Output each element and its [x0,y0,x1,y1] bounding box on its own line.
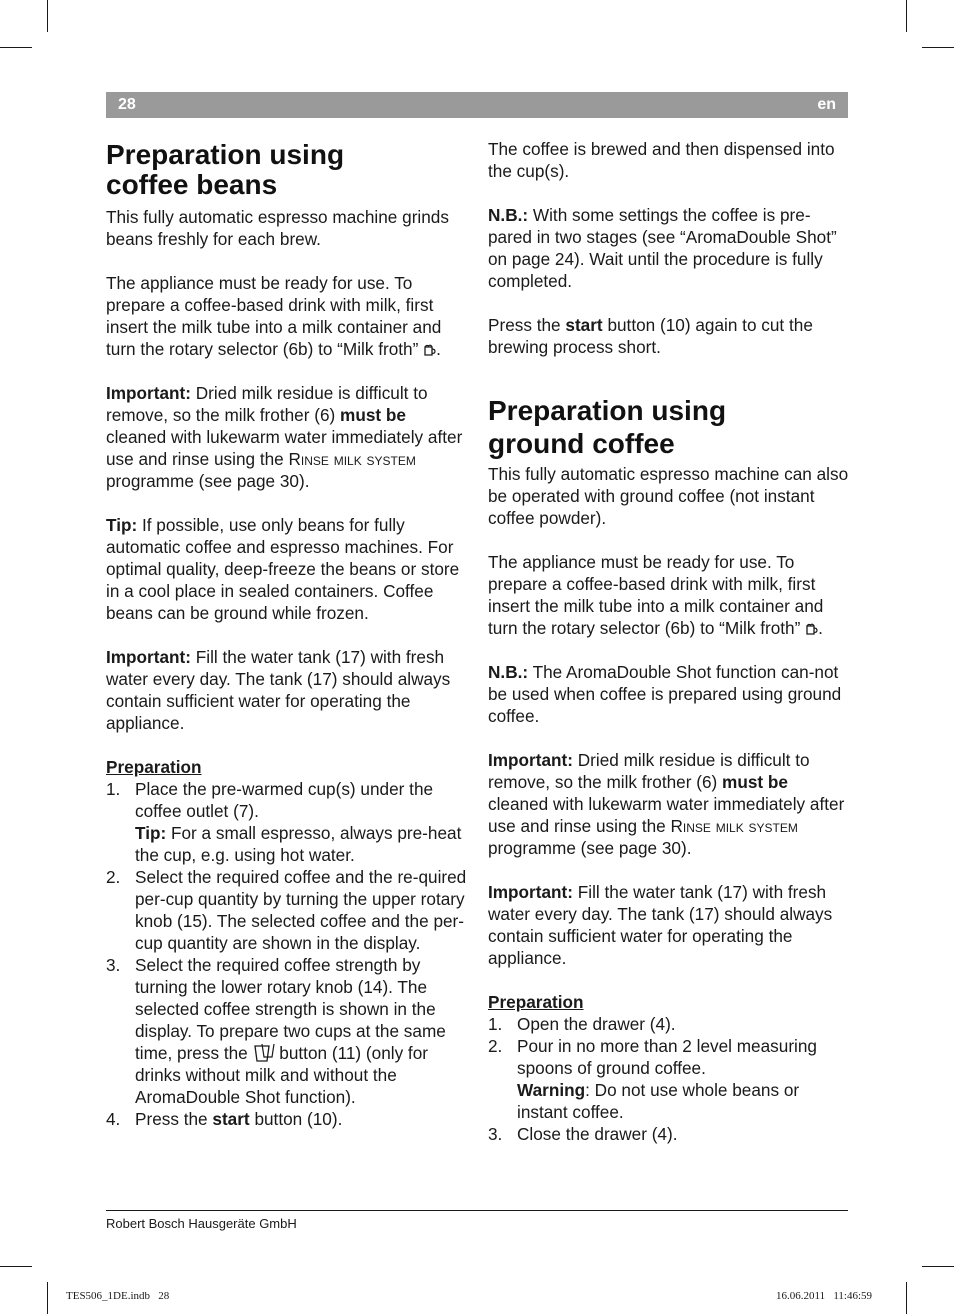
page-header [106,92,848,118]
list-item: 4. Press the start button (10). [106,1109,343,1129]
brewed-paragraph: The coffee is brewed and then dispensed into the cup(s). [488,139,835,181]
list-item: 3. Close the drawer (4). [488,1124,678,1144]
crop-mark [47,1282,48,1314]
ready-ground-paragraph: The appliance must be ready for use. To prepare a coffee-based drink with milk, first insert the milk tube into a milk container and turn the rotary selector (6b) to “Milk froth” . [488,552,824,638]
print-slug-date: 16.06.2011 11:46:59 [776,1290,873,1302]
preparation-ground-steps [488,1013,850,1145]
crop-mark [0,1266,32,1267]
important-milk-paragraph: Important: Dried milk residue is difficult to remove, so the milk frother (6) must be cleaned with lukewarm water immediately after use and rinse using the Rinse milk system programme (see page 30). [106,383,463,491]
important-water-paragraph: Important: Fill the water tank (17) with fresh water every day. The tank (17) should always contain sufficient water for operating the appliance. [106,647,451,733]
intro-paragraph: This fully automatic espresso machine grinds beans freshly for each brew. [106,207,449,249]
list-item: 3. Select the required coffee strength by turning the lower rotary knob (14). The selected coffee strength is shown in the display. To prepare two cups at the same time, press the button (11) (only for drinks without milk and without the AromaDouble Shot function). [106,955,446,1107]
list-item: 2. Pour in no more than 2 level measuring spoons of ground coffee. Warning: Do not use whole beans or instant coffee. [488,1036,817,1122]
section-title-ground-coffee: Preparation using ground coffee [488,395,727,459]
crop-mark [906,1282,907,1314]
preparation-heading: Preparation [106,757,202,777]
milk-froth-icon [423,343,436,357]
crop-mark [922,47,954,48]
page-number: 28 [118,96,136,113]
nb-two-stages-paragraph: N.B.: With some settings the coffee is pre-pared in two stages (see “AromaDouble Shot” on page 24). Wait until the procedure is fully completed. [488,205,837,291]
left-column [106,138,468,1130]
important-milk-ground-paragraph: Important: Dried milk residue is difficult to remove, so the milk frother (6) must be cleaned with lukewarm water immediately after use and rinse using the Rinse milk system programme (see page 30). [488,750,845,858]
footer-company: Robert Bosch Hausgeräte GmbH [106,1216,297,1231]
press-start-paragraph: Press the start button (10) again to cut the brewing process short. [488,315,813,357]
section-title-coffee-beans: Preparation using coffee beans [106,139,345,200]
ready-paragraph: The appliance must be ready for use. To prepare a coffee-based drink with milk, first insert the milk tube into a milk container and turn the rotary selector (6b) to “Milk froth” . [106,273,442,359]
print-slug-file: TES506_1DE.indb 28 [66,1290,170,1302]
language-code: en [817,96,836,113]
crop-mark [906,0,907,32]
list-item: 1. Place the pre-warmed cup(s) under the coffee outlet (7). Tip: For a small espresso, always pre-heat the cup, e.g. using hot water. [106,779,462,865]
two-cups-icon [253,1043,275,1063]
right-column [488,138,850,1145]
list-item: 1. Open the drawer (4). [488,1014,676,1034]
list-item: 2. Select the required coffee and the re-quired per-cup quantity by turning the upper rotary knob (15). The selected coffee and the per-cup quantity are shown in the display. [106,867,467,953]
milk-froth-icon [805,622,818,636]
crop-mark [922,1266,954,1267]
crop-mark [0,47,32,48]
intro-ground-paragraph: This fully automatic espresso machine can also be operated with ground coffee (not instant coffee powder). [488,464,849,528]
important-water-ground-paragraph: Important: Fill the water tank (17) with fresh water every day. The tank (17) should always contain sufficient water for operating the appliance. [488,882,833,968]
nb-aromadouble-paragraph: N.B.: The AromaDouble Shot function can-not be used when coffee is prepared using ground coffee. [488,662,842,726]
crop-mark [47,0,48,32]
preparation-steps [106,778,468,1130]
preparation-ground-heading: Preparation [488,992,584,1012]
tip-paragraph: Tip: If possible, use only beans for fully automatic coffee and espresso machines. For optimal quality, deep-freeze the beans or store in a cool place in sealed containers. Coffee beans can be ground while frozen. [106,515,460,623]
footer-rule [106,1210,848,1211]
